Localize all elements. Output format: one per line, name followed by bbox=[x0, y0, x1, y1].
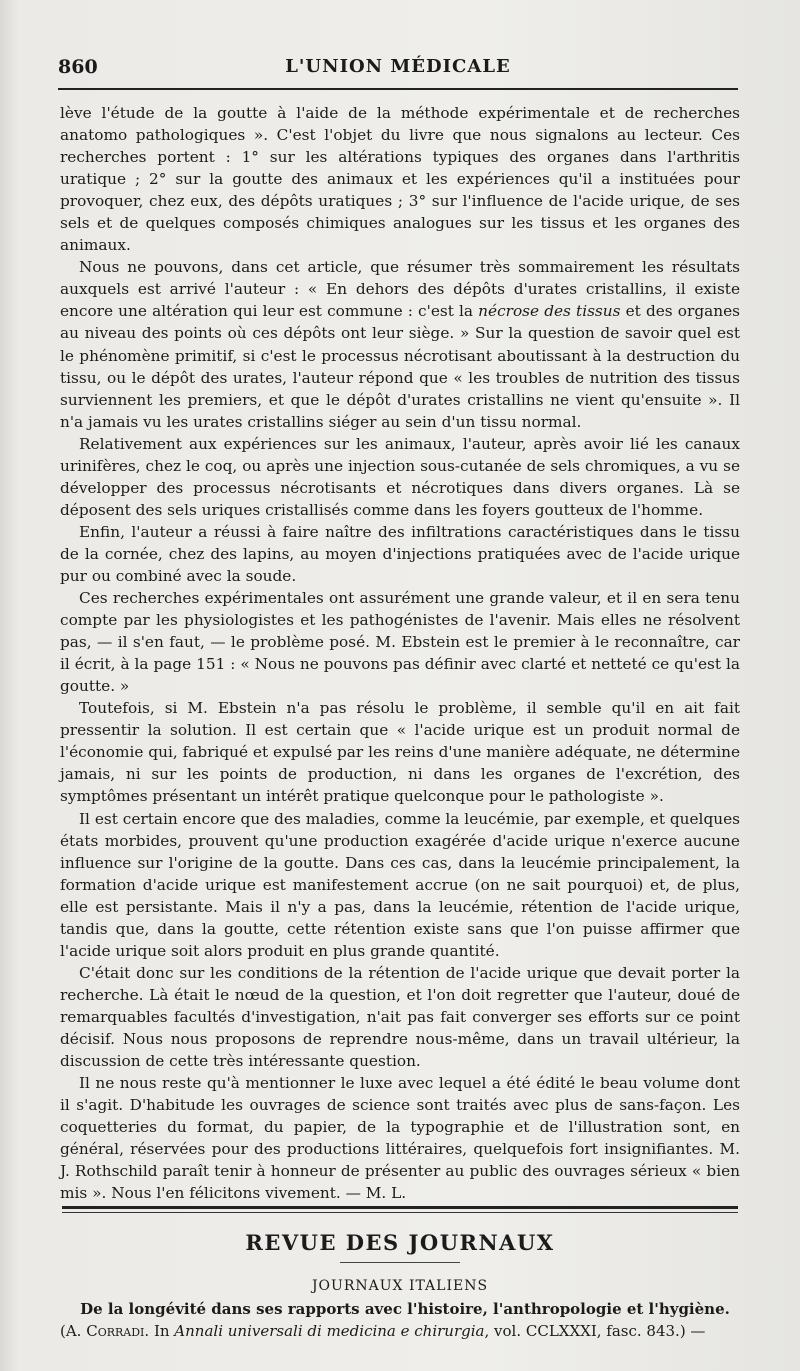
section-title: REVUE DES JOURNAUX bbox=[245, 1230, 555, 1255]
section-divider bbox=[62, 1206, 738, 1213]
reviewed-article-reference bbox=[60, 1322, 750, 1340]
paragraph-1: lève l'étude de la goutte à l'aide de la méthode expérimentale et de recherches anatomo pathologiques ». C'est l'objet du livre que nous signalons au lecteur. Ces recherches portent : 1° sur les altérations typiques des organes dans l'arthritis uratique ; 2° sur la goutte des animaux et les expériences qu'il a instituées pour provoquer, chez eux, des dépôts uratiques ; 3° sur l'influence de l'acide urique, de ses sels et de quelques composés chimiques analogues sur les tissus et les organes des animaux. bbox=[60, 104, 740, 255]
section-subrule bbox=[340, 1262, 460, 1263]
reviewed-article-title: De la longévité dans ses rapports avec l'histoire, l'anthropologie et l'hygiène. bbox=[80, 1300, 730, 1318]
ref-journal: Annali universali di medicina e chirurgia bbox=[174, 1322, 485, 1340]
paragraph-7: Il est certain encore que des maladies, comme la leucémie, par exemple, et quelques états morbides, prouvent qu'une production exagérée d'acide urique n'exerce aucune influence sur l'origine de la goutte. Dans ces cas, dans la leucémie principalement, la formation d'acide urique est manifestement accrue (on ne sait pourquoi) et, de plus, elle est persistante. Mais il n'y a pas, dans la leucémie, rétention de l'acide urique, tandis que, dans la goutte, cette rétention existe sans que l'on puisse affirmer que l'acide urique soit alors produit en plus grande quantité. bbox=[60, 809, 740, 960]
ref-mid: . In bbox=[144, 1322, 175, 1340]
paragraph-9: Il ne nous reste qu'à mentionner le luxe avec lequel a été édité le beau volume dont il s'agit. D'habitude les ouvrages de science sont traités avec plus de sans-façon. Les coquetteries du format, du papier, de la typographie et de l'illustration sont, en général, réservées pour des productions littéraires, quelquefois fort insignifiantes. M. J. Rothschild paraît tenir à honneur de présenter au public des ouvrages sérieux « bien mis ». Nous l'en félicitons vivement. — M. L. bbox=[60, 1074, 740, 1203]
divider-thin-rule bbox=[62, 1212, 738, 1213]
divider-thick-rule bbox=[62, 1206, 738, 1209]
ref-tail: , vol. CCLXXXI, fasc. 843.) — bbox=[484, 1322, 706, 1340]
emphasis-necrose: nécrose des tissus bbox=[478, 302, 621, 321]
subsection-title: JOURNAUX ITALIENS bbox=[311, 1278, 489, 1294]
paragraph-2 bbox=[60, 256, 740, 432]
paragraph-4: Enfin, l'auteur a réussi à faire naître des infiltrations caractéristiques dans le tissu de la cornée, chez des lapins, au moyen d'injections pratiquées avec de l'acide urique pur ou combiné avec la soude. bbox=[60, 522, 740, 585]
article-body bbox=[60, 102, 740, 1204]
paragraph-5: Ces recherches expérimentales ont assurément une grande valeur, et il en sera tenu compte par les physiologistes et les pathogénistes de l'avenir. Mais elles ne résolvent pas, — il s'en faut, — le problème posé. M. Ebstein est le premier à le reconnaître, car il écrit, à la page 151 : « Nous ne pouvons pas définir avec clarté et netteté ce qu'est la goutte. » bbox=[60, 589, 740, 696]
ref-open: (A. bbox=[60, 1322, 87, 1340]
paragraph-2-part-a: Nous ne pouvons, dans cet article, que résumer très sommairement les résultats auxquels est arrivé l'auteur : « En dehors des dépôts d'urates cristallins, il existe encore une altération qui leur est commune : c'est la bbox=[60, 258, 740, 321]
ref-author: Corradi bbox=[86, 1322, 145, 1340]
page-header bbox=[58, 54, 738, 90]
page-number: 860 bbox=[58, 56, 98, 78]
paragraph-6: Toutefois, si M. Ebstein n'a pas résolu le problème, il semble qu'il en ait fait pressentir la solution. Il est certain que « l'acide urique est un produit normal de l'économie qui, fabriqué et expulsé par les reins d'une manière adéquate, ne détermine jamais, ni sur les points de production, ni dans les organes de l'excrétion, des symptômes présentant un intérêt pratique quelconque pour le pathologiste ». bbox=[60, 699, 740, 806]
paragraph-2-part-b: et des organes au niveau des points où ces dépôts ont leur siège. » Sur la question de savoir quel est le phénomène primitif, si c'est le processus nécrotisant aboutissant à la destruction du tissu, ou le dépôt des urates, l'auteur répond que « les troubles de nutrition des tissus surviennent les premiers, et que le dépôt d'urates cristallins ne vient qu'ensuite ». Il n'a jamais vu les urates cristallins siéger au sein d'un tissu normal. bbox=[60, 302, 740, 431]
paragraph-3: Relativement aux expériences sur les animaux, l'auteur, après avoir lié les canaux urinifères, chez le coq, ou après une injection sous-cutanée de sels chromiques, a vu se développer des processus nécrotisants et nécrotiques dans divers organes. Là se déposent des sels uriques cristallisés comme dans les foyers goutteux de l'homme. bbox=[60, 434, 740, 519]
paragraph-8: C'était donc sur les conditions de la rétention de l'acide urique que devait porter la recherche. Là était le nœud de la question, et l'on doit regretter que l'auteur, doué de remarquables facultés d'investigation, n'ait pas fait converger ses efforts sur ce point décisif. Nous nous proposons de reprendre nous-même, dans un travail ultérieur, la discussion de cette très intéressante question. bbox=[60, 963, 740, 1071]
running-title: L'UNION MÉDICALE bbox=[285, 56, 511, 77]
